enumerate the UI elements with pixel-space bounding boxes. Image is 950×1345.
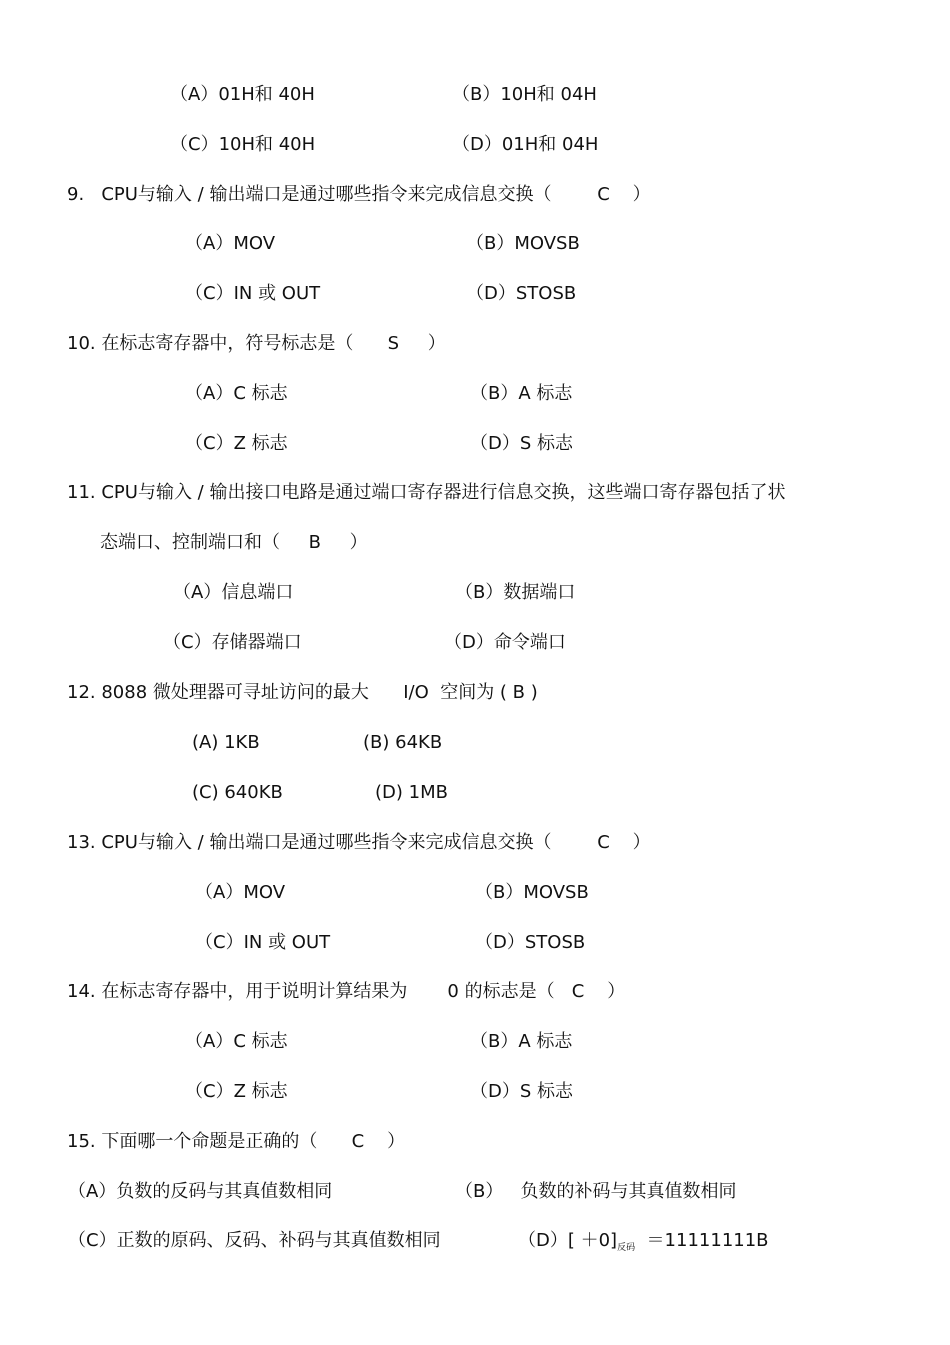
q12-option-b: (B) 64KB: [363, 732, 443, 753]
q13-stem: 13. CPU与输入 / 输出端口是通过哪些指令来完成信息交换（ C ）: [67, 832, 651, 853]
q15-option-d-prefix: （D）[ ＋0]: [518, 1230, 618, 1251]
q8-option-b: （B）10H和 04H: [452, 84, 597, 105]
q11-stem-line1: 11. CPU与输入 / 输出接口电路是通过端口寄存器进行信息交换，这些端口寄存器包括了状: [67, 482, 786, 503]
q15-option-d-suffix: ＝11111111B: [635, 1230, 769, 1251]
q14-option-a: （A）C 标志: [185, 1031, 288, 1052]
q12-stem: 12. 8088 微处理器可寻址访问的最大 I/O 空间为 ( B ): [67, 682, 538, 703]
q13-option-a: （A）MOV: [195, 882, 286, 903]
q15-option-c: （C）正数的原码、反码、补码与其真值数相同: [68, 1230, 441, 1251]
q14-stem: 14. 在标志寄存器中，用于说明计算结果为 0 的标志是（ C ）: [67, 981, 626, 1002]
q11-option-a: （A）信息端口: [173, 582, 294, 603]
q15-option-d-subscript: 反码: [617, 1243, 636, 1253]
q13-option-d: （D）STOSB: [475, 932, 586, 953]
q10-option-b: （B）A 标志: [470, 383, 573, 404]
q12-option-c: (C) 640KB: [192, 782, 283, 803]
q10-option-d: （D）S 标志: [470, 433, 574, 454]
q14-option-d: （D）S 标志: [470, 1081, 574, 1102]
q8-option-c: （C）10H和 40H: [170, 134, 316, 155]
q11-stem-line2: 态端口、控制端口和（ B ）: [100, 532, 368, 553]
q9-option-a: （A）MOV: [185, 233, 276, 254]
q9-option-b: （B）MOVSB: [466, 233, 580, 254]
q14-option-b: （B）A 标志: [470, 1031, 573, 1052]
q11-option-c: （C）存储器端口: [163, 632, 302, 653]
q13-option-b: （B）MOVSB: [475, 882, 589, 903]
q15-option-b: （B） 负数的补码与其真值数相同: [455, 1181, 737, 1202]
q15-option-d: [518, 1230, 769, 1259]
q12-option-a: (A) 1KB: [192, 732, 260, 753]
q9-stem: 9. CPU与输入 / 输出端口是通过哪些指令来完成信息交换（ C ）: [67, 184, 651, 205]
q8-option-a: （A）01H和 40H: [170, 84, 315, 105]
q11-option-d: （D）命令端口: [444, 632, 566, 653]
q15-stem: 15. 下面哪一个命题是正确的（ C ）: [67, 1131, 406, 1152]
q11-option-b: （B）数据端口: [455, 582, 576, 603]
q13-option-c: （C）IN 或 OUT: [195, 932, 331, 953]
q10-stem: 10. 在标志寄存器中，符号标志是（ S ）: [67, 333, 446, 354]
q10-option-a: （A）C 标志: [185, 383, 288, 404]
q9-option-d: （D）STOSB: [466, 283, 577, 304]
q9-option-c: （C）IN 或 OUT: [185, 283, 321, 304]
q12-option-d: (D) 1MB: [375, 782, 448, 803]
q15-option-a: （A）负数的反码与其真值数相同: [68, 1181, 333, 1202]
q10-option-c: （C）Z 标志: [185, 433, 288, 454]
q8-option-d: （D）01H和 04H: [452, 134, 599, 155]
q14-option-c: （C）Z 标志: [185, 1081, 288, 1102]
